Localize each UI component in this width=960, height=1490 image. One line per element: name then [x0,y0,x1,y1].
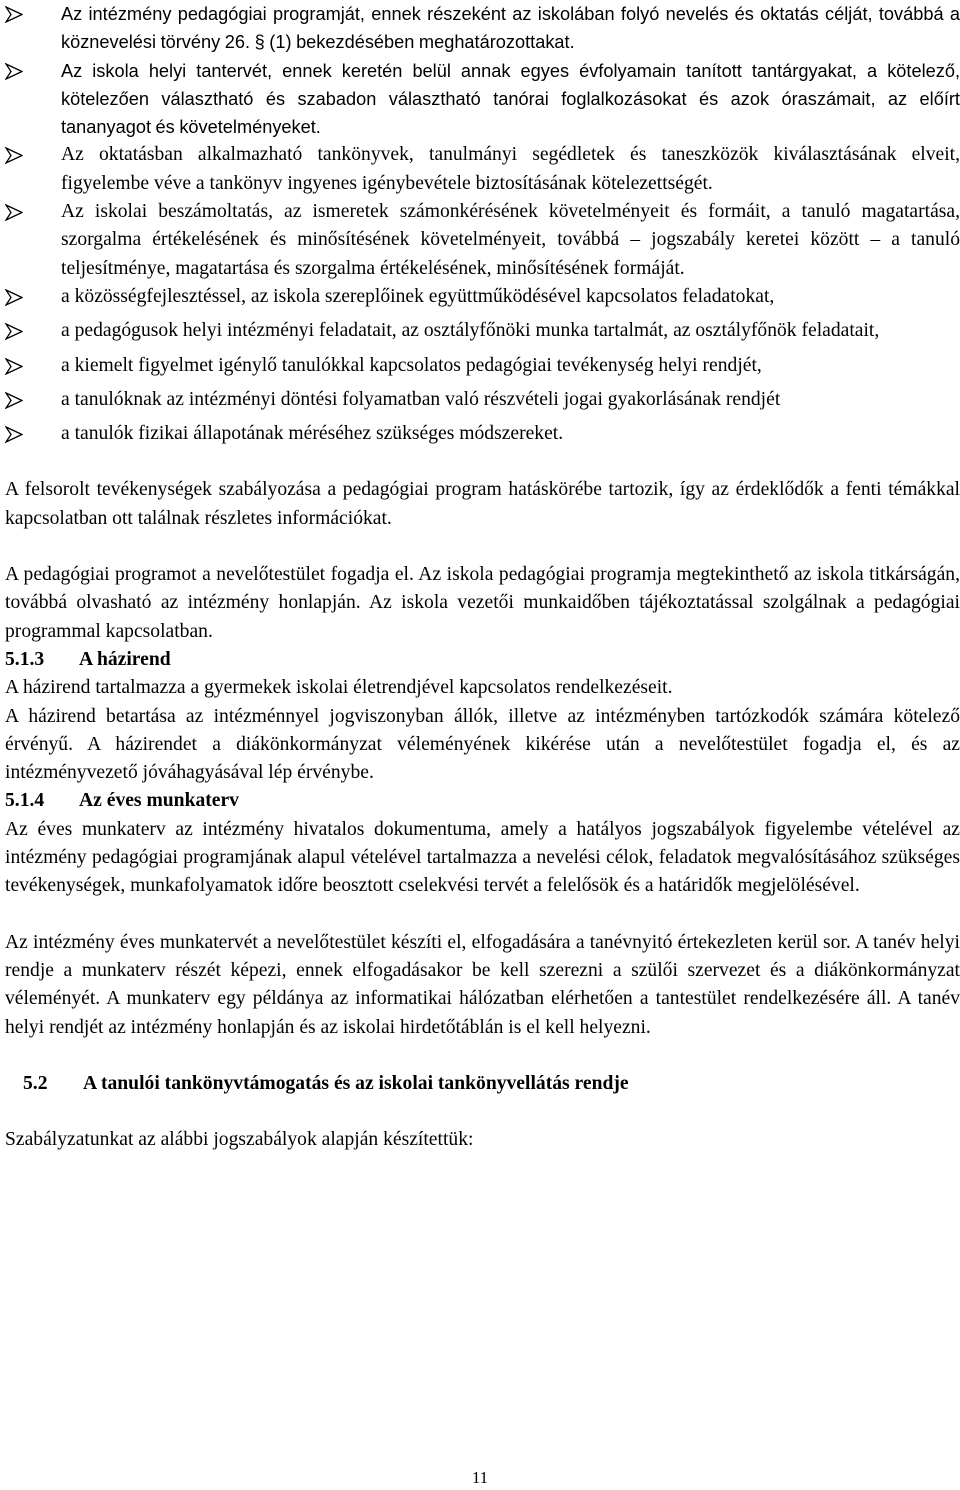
paragraph: Az intézmény éves munkatervét a nevelőtestület készíti el, elfogadására a tanévnyitó értekezleten kerül sor. A tanév helyi rendje a munkaterv részét képezi, ennek elfogadásakor be kell szerezni a szülői szervezet és a diákönkormányzat véleményét. A munkaterv egy példánya az informatikai hálózatban elérhetően a tantestület rendelkezésére áll. A tanév helyi rendjét az intézmény honlapján és az iskolai hirdetőtáblán is el kell helyezni. [5,931,960,1038]
list-item [5,317,960,345]
list-item [5,141,960,198]
arrowhead-bullet-icon [5,392,23,409]
bullet-list [5,0,960,448]
list-item-text: Az iskolai beszámoltatás, az ismeretek számonkérésének követelményeit és formáit, a tanuló magatartása, szorgalma értékelésének és minősítésének követelményeit, továbbá – jogszabály keretei között – a tanuló teljesítménye, magatartása és szorgalma értékelésének, minősítésének formáját. [61,201,960,279]
list-item [5,386,960,414]
section-title: A házirend [79,648,171,670]
paragraph: A házirend betartása az intézménnyel jogviszonyban állók, illetve az intézményben tartózkodók számára kötelező érvényű. A házirendet a diákönkormányzat véleményének kikérése után a nevelőtestület fogadja el, és az intézményvezető jóváhagyásával lép érvénybe. [5,705,960,784]
paragraph: Szabályzatunkat az alábbi jogszabályok alapján készítettük: [5,1129,474,1151]
paragraph: A pedagógiai programot a nevelőtestület fogadja el. Az iskola pedagógiai programja megtekinthető az iskola titkárságán, továbbá olvasható az intézmény honlapján. Az iskola vezetői munkaidőben tájékoztatással szolgálnak a pedagógiai programmal kapcsolatban. [5,564,960,642]
list-item-text: a pedagógusok helyi intézményi feladatait, az osztályfőnöki munka tartalmát, az osztályfőnök feladatait, [61,320,880,342]
list-item [5,352,960,380]
list-item [5,198,960,283]
list-item-text: Az oktatásban alkalmazható tankönyvek, tanulmányi segédletek és taneszközök kiválasztásának elveit, figyelembe véve a tankönyv ingyenes igénybevétele biztosításának kötelezettségét. [61,144,960,194]
section-title: A tanulói tankönyvtámogatás és az iskolai tankönyvellátás rendje [83,1072,629,1094]
arrowhead-bullet-icon [5,358,23,375]
document-page [5,0,960,1154]
list-item-text: Az intézmény pedagógiai programját, ennek részeként az iskolában folyó nevelés és oktatás célját, továbbá a köznevelési törvény 26. § (1) bekezdésében meghatározottakat. [61,4,960,53]
section-title: Az éves munkaterv [79,790,239,812]
arrowhead-bullet-icon [5,426,23,443]
list-item-text: a tanulók fizikai állapotának méréséhez szükséges módszereket. [61,423,564,445]
page-number: 11 [471,1468,489,1487]
section-number: 5.2 [23,1072,48,1094]
arrowhead-bullet-icon [5,6,23,23]
paragraph: Az éves munkaterv az intézmény hivatalos dokumentuma, amely a hatályos jogszabályok figyelembe vételével az intézmény pedagógiai programjának alapul vételével tartalmazza a nevelési célok, feladatok megvalósításához szükséges tevékenységek, munkafolyamatok időre beosztott cselekvési tervét a felelősök és a határidők megjelölésével. [5,818,960,897]
arrowhead-bullet-icon [5,323,23,340]
list-item-text: a tanulóknak az intézményi döntési folyamatban való részvételi jogai gyakorlásának rendjét [61,388,781,410]
arrowhead-bullet-icon [5,147,23,164]
list-item [5,0,960,57]
section-number: 5.1.3 [5,648,45,670]
list-item [5,420,960,448]
list-item-text: Az iskola helyi tantervét, ennek keretén belül annak egyes évfolyamain tanított tantárgyakat, a kötelező, kötelezően választható és szabadon választható tanórai foglalkozásokat és azok óraszámait, az előírt tananyagot és követelményeket. [61,60,960,138]
section-number: 5.1.4 [5,790,45,812]
arrowhead-bullet-icon [5,289,23,306]
section-heading-5-1-4 [5,787,960,815]
arrowhead-bullet-icon [5,204,23,221]
arrowhead-bullet-icon [5,63,23,80]
paragraph: A házirend tartalmazza a gyermekek iskolai életrendjével kapcsolatos rendelkezéseit. [5,677,673,699]
section-heading-5-1-3 [5,646,960,674]
list-item [5,283,960,311]
list-item-text: a közösségfejlesztéssel, az iskola szereplőinek együttműködésével kapcsolatos feladatokat, [61,285,775,307]
list-item [5,57,960,142]
section-heading-5-2 [5,1070,960,1098]
list-item-text: a kiemelt figyelmet igénylő tanulókkal kapcsolatos pedagógiai tevékenység helyi rendjét, [61,354,762,376]
paragraph: A felsorolt tevékenységek szabályozása a pedagógiai program hatáskörébe tartozik, így az érdeklődők a fenti témákkal kapcsolatban ott találnak részletes információkat. [5,479,960,529]
